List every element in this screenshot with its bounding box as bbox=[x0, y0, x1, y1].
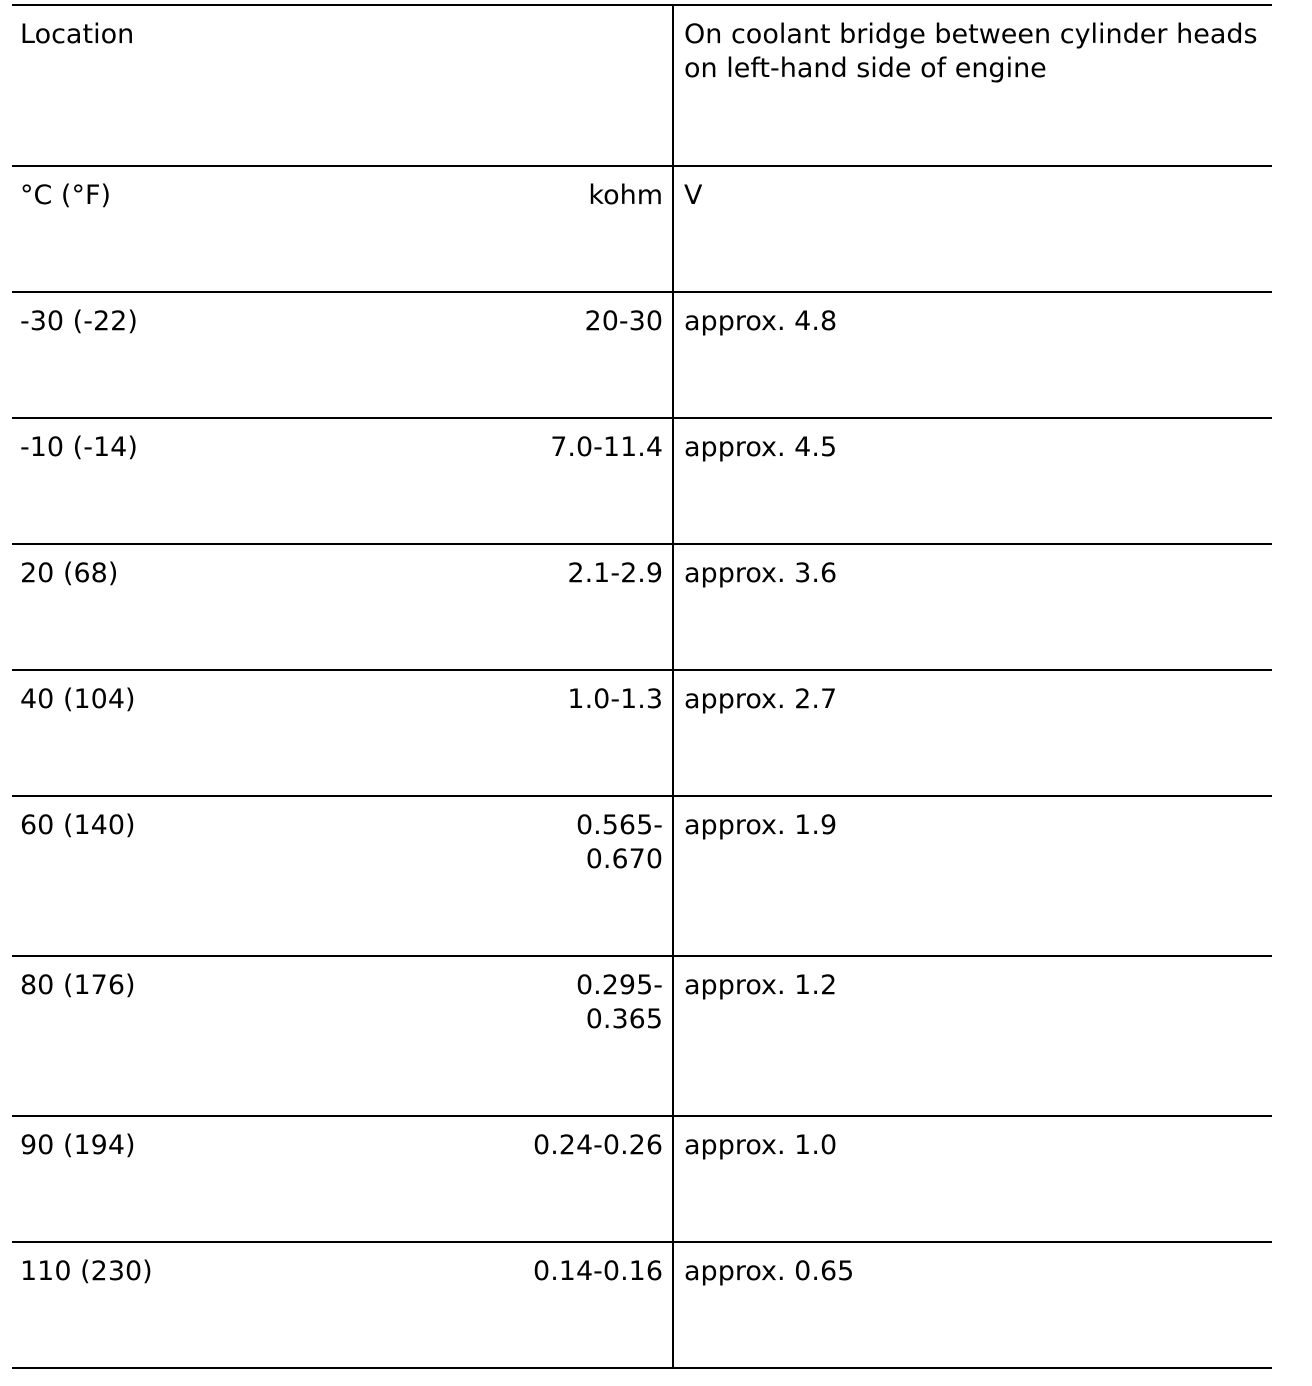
temperature-header: °C (°F) bbox=[12, 166, 392, 292]
units-header-row bbox=[12, 166, 1272, 292]
resistance-cell: 0.565- 0.670 bbox=[392, 796, 673, 956]
resistance-cell: 1.0-1.3 bbox=[392, 670, 673, 796]
temperature-cell: 110 (230) bbox=[12, 1242, 392, 1368]
resistance-cell: 7.0-11.4 bbox=[392, 418, 673, 544]
table-row bbox=[12, 956, 1272, 1116]
table-row bbox=[12, 796, 1272, 956]
voltage-cell: approx. 1.0 bbox=[673, 1116, 1272, 1242]
temperature-cell: 90 (194) bbox=[12, 1116, 392, 1242]
table-row bbox=[12, 1242, 1272, 1368]
location-label: Location bbox=[12, 5, 673, 166]
table-row bbox=[12, 292, 1272, 418]
resistance-cell: 2.1-2.9 bbox=[392, 544, 673, 670]
temperature-cell: -10 (-14) bbox=[12, 418, 392, 544]
resistance-cell: 0.14-0.16 bbox=[392, 1242, 673, 1368]
temperature-cell: 60 (140) bbox=[12, 796, 392, 956]
voltage-header: V bbox=[673, 166, 1272, 292]
voltage-cell: approx. 2.7 bbox=[673, 670, 1272, 796]
voltage-cell: approx. 1.2 bbox=[673, 956, 1272, 1116]
table-row bbox=[12, 1116, 1272, 1242]
resistance-cell: 0.24-0.26 bbox=[392, 1116, 673, 1242]
resistance-cell: 20-30 bbox=[392, 292, 673, 418]
temperature-cell: -30 (-22) bbox=[12, 292, 392, 418]
voltage-cell: approx. 4.5 bbox=[673, 418, 1272, 544]
resistance-header: kohm bbox=[392, 166, 673, 292]
table-row bbox=[12, 544, 1272, 670]
voltage-cell: approx. 3.6 bbox=[673, 544, 1272, 670]
voltage-cell: approx. 4.8 bbox=[673, 292, 1272, 418]
table-row bbox=[12, 418, 1272, 544]
voltage-cell: approx. 1.9 bbox=[673, 796, 1272, 956]
temperature-cell: 40 (104) bbox=[12, 670, 392, 796]
temperature-cell: 80 (176) bbox=[12, 956, 392, 1116]
sensor-spec-table bbox=[12, 4, 1272, 1369]
location-value: On coolant bridge between cylinder heads on left-hand side of engine bbox=[673, 5, 1272, 166]
location-row bbox=[12, 5, 1272, 166]
temperature-cell: 20 (68) bbox=[12, 544, 392, 670]
voltage-cell: approx. 0.65 bbox=[673, 1242, 1272, 1368]
resistance-cell: 0.295- 0.365 bbox=[392, 956, 673, 1116]
table-row bbox=[12, 670, 1272, 796]
